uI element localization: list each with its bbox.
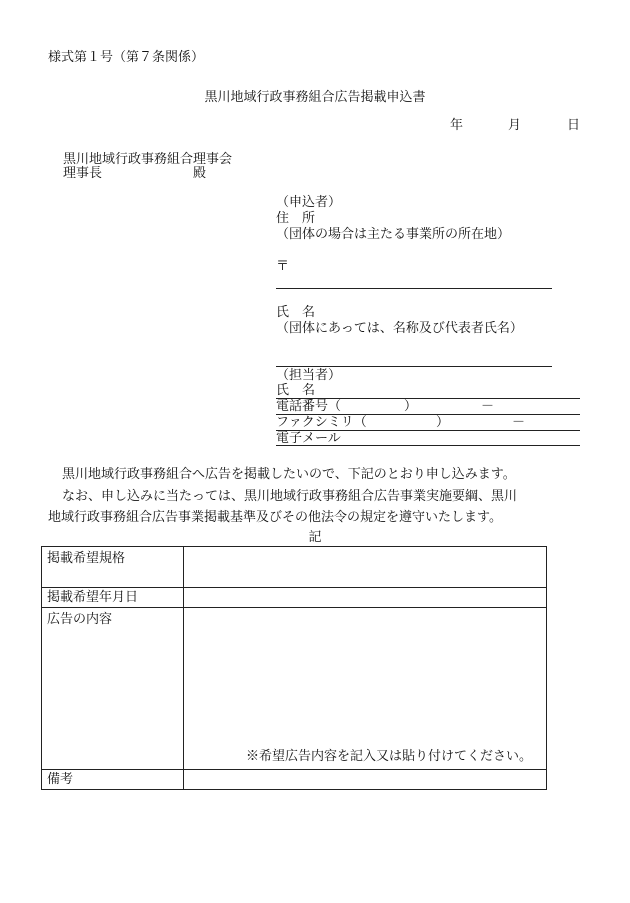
content-instruction-note: ※希望広告内容を記入又は貼り付けてください。: [245, 749, 532, 764]
phone-close-paren: ）: [404, 399, 418, 414]
name-field-line[interactable]: [276, 366, 552, 367]
recipient-organization: 黒川地域行政事務組合理事会: [63, 152, 233, 167]
recipient-honorific: 殿: [193, 166, 207, 181]
email-label: 電子メール: [276, 431, 341, 446]
table-label-cell: 広告の内容: [42, 608, 184, 770]
table-row: [42, 608, 547, 770]
recipient-title: 理事長: [63, 166, 103, 181]
table-row: [42, 588, 547, 608]
phone-dash: －: [481, 399, 495, 414]
name-note: （団体にあっては、名称及び代表者氏名）: [276, 321, 523, 336]
form-title: 黒川地域行政事務組合広告掲載申込書: [204, 90, 426, 105]
contact-name-label: 氏 名: [276, 383, 316, 398]
fax-label: ファクシミリ（: [276, 415, 367, 430]
body-paragraph-2-line-2: 地域行政事務組合広告事業掲載基準及びその他法令の規定を遵守いたします。: [48, 510, 502, 525]
fax-close-paren: ）: [436, 415, 450, 430]
content-value-cell[interactable]: [184, 608, 547, 770]
address-field-line[interactable]: [276, 288, 552, 289]
date-day-label: 日: [567, 118, 581, 133]
body-paragraph-1: 黒川地域行政事務組合へ広告を掲載したいので、下記のとおり申し込みます。: [62, 467, 516, 482]
date-value-cell[interactable]: [184, 588, 547, 608]
table-row: [42, 547, 547, 588]
table-label-cell: 掲載希望年月日: [42, 588, 184, 608]
size-value-cell[interactable]: [184, 547, 547, 588]
remarks-value-cell[interactable]: [184, 770, 547, 790]
table-row: [42, 770, 547, 790]
applicant-heading: （申込者）: [276, 195, 342, 210]
form-number: 様式第１号（第７条関係）: [48, 50, 205, 65]
details-table: [41, 546, 547, 790]
phone-label: 電話番号（: [276, 399, 342, 414]
date-year-label: 年: [450, 118, 464, 133]
date-month-label: 月: [508, 118, 522, 133]
address-note: （団体の場合は主たる事業所の所在地）: [276, 227, 511, 242]
fax-dash: －: [512, 415, 526, 430]
ki-heading: 記: [308, 530, 322, 545]
body-paragraph-2-line-1: なお、申し込みに当たっては、黒川地域行政事務組合広告事業実施要綱、黒川: [62, 489, 518, 504]
contact-heading: （担当者）: [276, 368, 342, 383]
postal-mark: 〒: [276, 259, 290, 274]
email-field-line[interactable]: [276, 445, 580, 446]
table-label-cell: 備考: [42, 770, 184, 790]
table-label-cell: 掲載希望規格: [42, 547, 184, 588]
name-label: 氏 名: [276, 305, 316, 320]
address-label: 住 所: [276, 211, 316, 226]
